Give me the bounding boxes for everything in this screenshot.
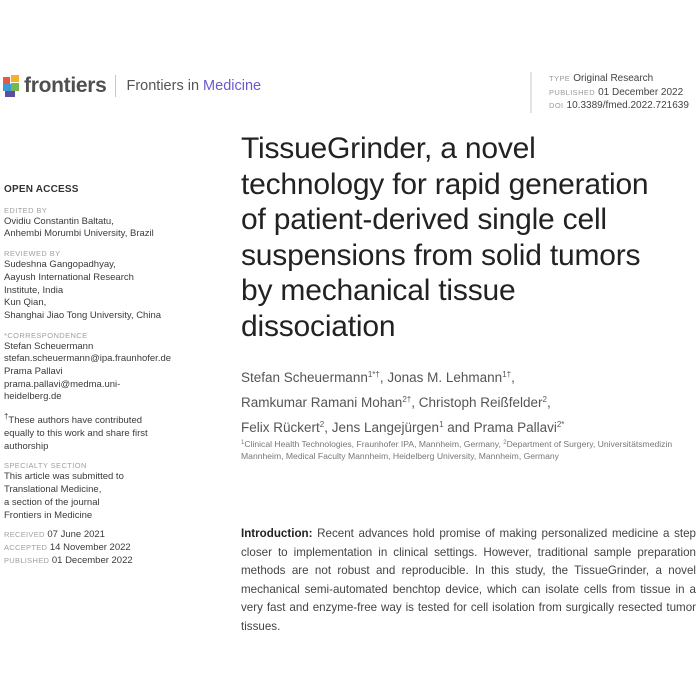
author-name[interactable]: Ramkumar Ramani Mohan [241, 395, 403, 410]
equal-contribution-note: †These authors have contributed equally to this work and share first authorship [4, 412, 148, 452]
frontiers-logo-icon[interactable] [3, 75, 20, 97]
journal-name[interactable] [126, 78, 261, 94]
editor-name: Ovidiu Constantin Baltatu, [4, 215, 114, 227]
author-name[interactable]: Jonas M. Lehmann [387, 370, 503, 385]
received-date: RECEIVED 07 June 2021 [4, 529, 105, 541]
meta-doi: DOI 10.3389/fmed.2022.721639 [549, 100, 689, 111]
abstract-introduction [241, 525, 696, 637]
reviewer-affiliation: Institute, India [4, 284, 64, 296]
affiliations: $^1$Clinical Health Technologies, Fraunhofer IPA, Mannheim, Germany, $^2$Department of Surgery, Universitätsmedizin Mannheim, Medical Faculty Mannheim, Heidelberg University, Mannheim, Germany [241, 439, 673, 462]
correspondence-section: *CORRESPONDENCE Stefan Scheuermann stefan.scheuermann@ipa.fraunhofer.de Prama Pallavi prama.pallavi@medma.uni- heidelberg.de [4, 330, 204, 405]
correspondent-email-link[interactable]: prama.pallavi@medma.uni- [4, 378, 121, 390]
editor-affiliation: Anhembi Morumbi University, Brazil [4, 228, 154, 240]
meta-type: TYPE Original Research [549, 73, 654, 84]
author-name[interactable]: Christoph Reißfelder [418, 395, 543, 410]
reviewer-name: Sudeshna Gangopadhyay, [4, 259, 116, 271]
reviewer-affiliation: Shanghai Jiao Tong University, China [4, 309, 162, 321]
meta-published: PUBLISHED 01 December 2022 [549, 86, 684, 98]
published-date: PUBLISHED 01 December 2022 [4, 554, 133, 566]
abstract-heading: Introduction: [241, 527, 313, 540]
reviewed-by-section: REVIEWED BY Sudeshna Gangopadhyay, Aayush International Research Institute, India Kun Qian, Shanghai Jiao Tong University, China [4, 248, 204, 323]
correspondent-name: Prama Pallavi [4, 366, 63, 378]
abstract-text: Recent advances hold promise of making personalized medicine a step closer to implementation in clinical settings. However, traditional sample preparation methods are not robust and reproducible. In this study, the TissueGrinder, a novel mechanical semi-automated benchtop device, which can isolate cells from tissue in a very fast and enzyme-free way is tested for cell isolation from surgically resected tumor tissues. [241, 527, 696, 633]
sidebar [4, 184, 204, 567]
correspondent-email-link[interactable]: heidelberg.de [4, 391, 62, 403]
open-access-label: OPEN ACCESS [4, 184, 79, 195]
author-name[interactable]: Prama Pallavi [473, 420, 557, 435]
journal-prefix: Frontiers in [126, 78, 200, 94]
header-divider [115, 75, 116, 97]
affiliation-2: Department of Surgery, Universitätsmedizin Mannheim, Medical Faculty Mannheim, Heidelberg University, Mannheim, Germany [241, 439, 673, 462]
affiliation-1: Clinical Health Technologies, Fraunhofer IPA, Mannheim, Germany, [244, 439, 504, 449]
journal-header [3, 74, 261, 98]
doi-link[interactable]: 10.3389/fmed.2022.721639 [566, 100, 689, 111]
author-name[interactable]: Felix Rückert [241, 420, 320, 435]
journal-accent: Medicine [203, 78, 262, 94]
edited-by-section: EDITED BY Ovidiu Constantin Baltatu, Anhembi Morumbi University, Brazil [4, 205, 204, 241]
author-list: Stefan Scheuermann$^{1*\dagger}$, Jonas M. Lehmann$^{1\dagger}$, Ramkumar Ramani Mohan$^{2\dagger}$, Christoph Reißfelder$^2$, Felix Rückert$^2$, Jens Langejürgen$^1$ and Prama Pallavi$^{2*}$ [241, 370, 565, 435]
brand-name[interactable]: frontiers [24, 74, 107, 97]
author-name[interactable]: Stefan Scheuermann [241, 370, 368, 385]
reviewer-affiliation: Aayush International Research [4, 271, 134, 283]
author-name[interactable]: Jens Langejürgen [331, 420, 440, 435]
specialty-section: SPECIALTY SECTION This article was submitted to Translational Medicine, a section of the journal Frontiers in Medicine [4, 461, 124, 521]
article-meta [530, 72, 689, 113]
reviewer-name: Kun Qian, [4, 297, 47, 309]
accepted-date: ACCEPTED 14 November 2022 [4, 541, 131, 553]
correspondent-email-link[interactable]: stefan.scheuermann@ipa.fraunhofer.de [4, 353, 172, 365]
article-title: TissueGrinder, a novel technology for rapid generation of patient-derived single cell suspensions from solid tumors by mechanical tissue dissociation [241, 132, 649, 343]
dates-section [4, 529, 204, 567]
dagger-mark: † [4, 412, 9, 422]
correspondent-name: Stefan Scheuermann [4, 340, 94, 352]
